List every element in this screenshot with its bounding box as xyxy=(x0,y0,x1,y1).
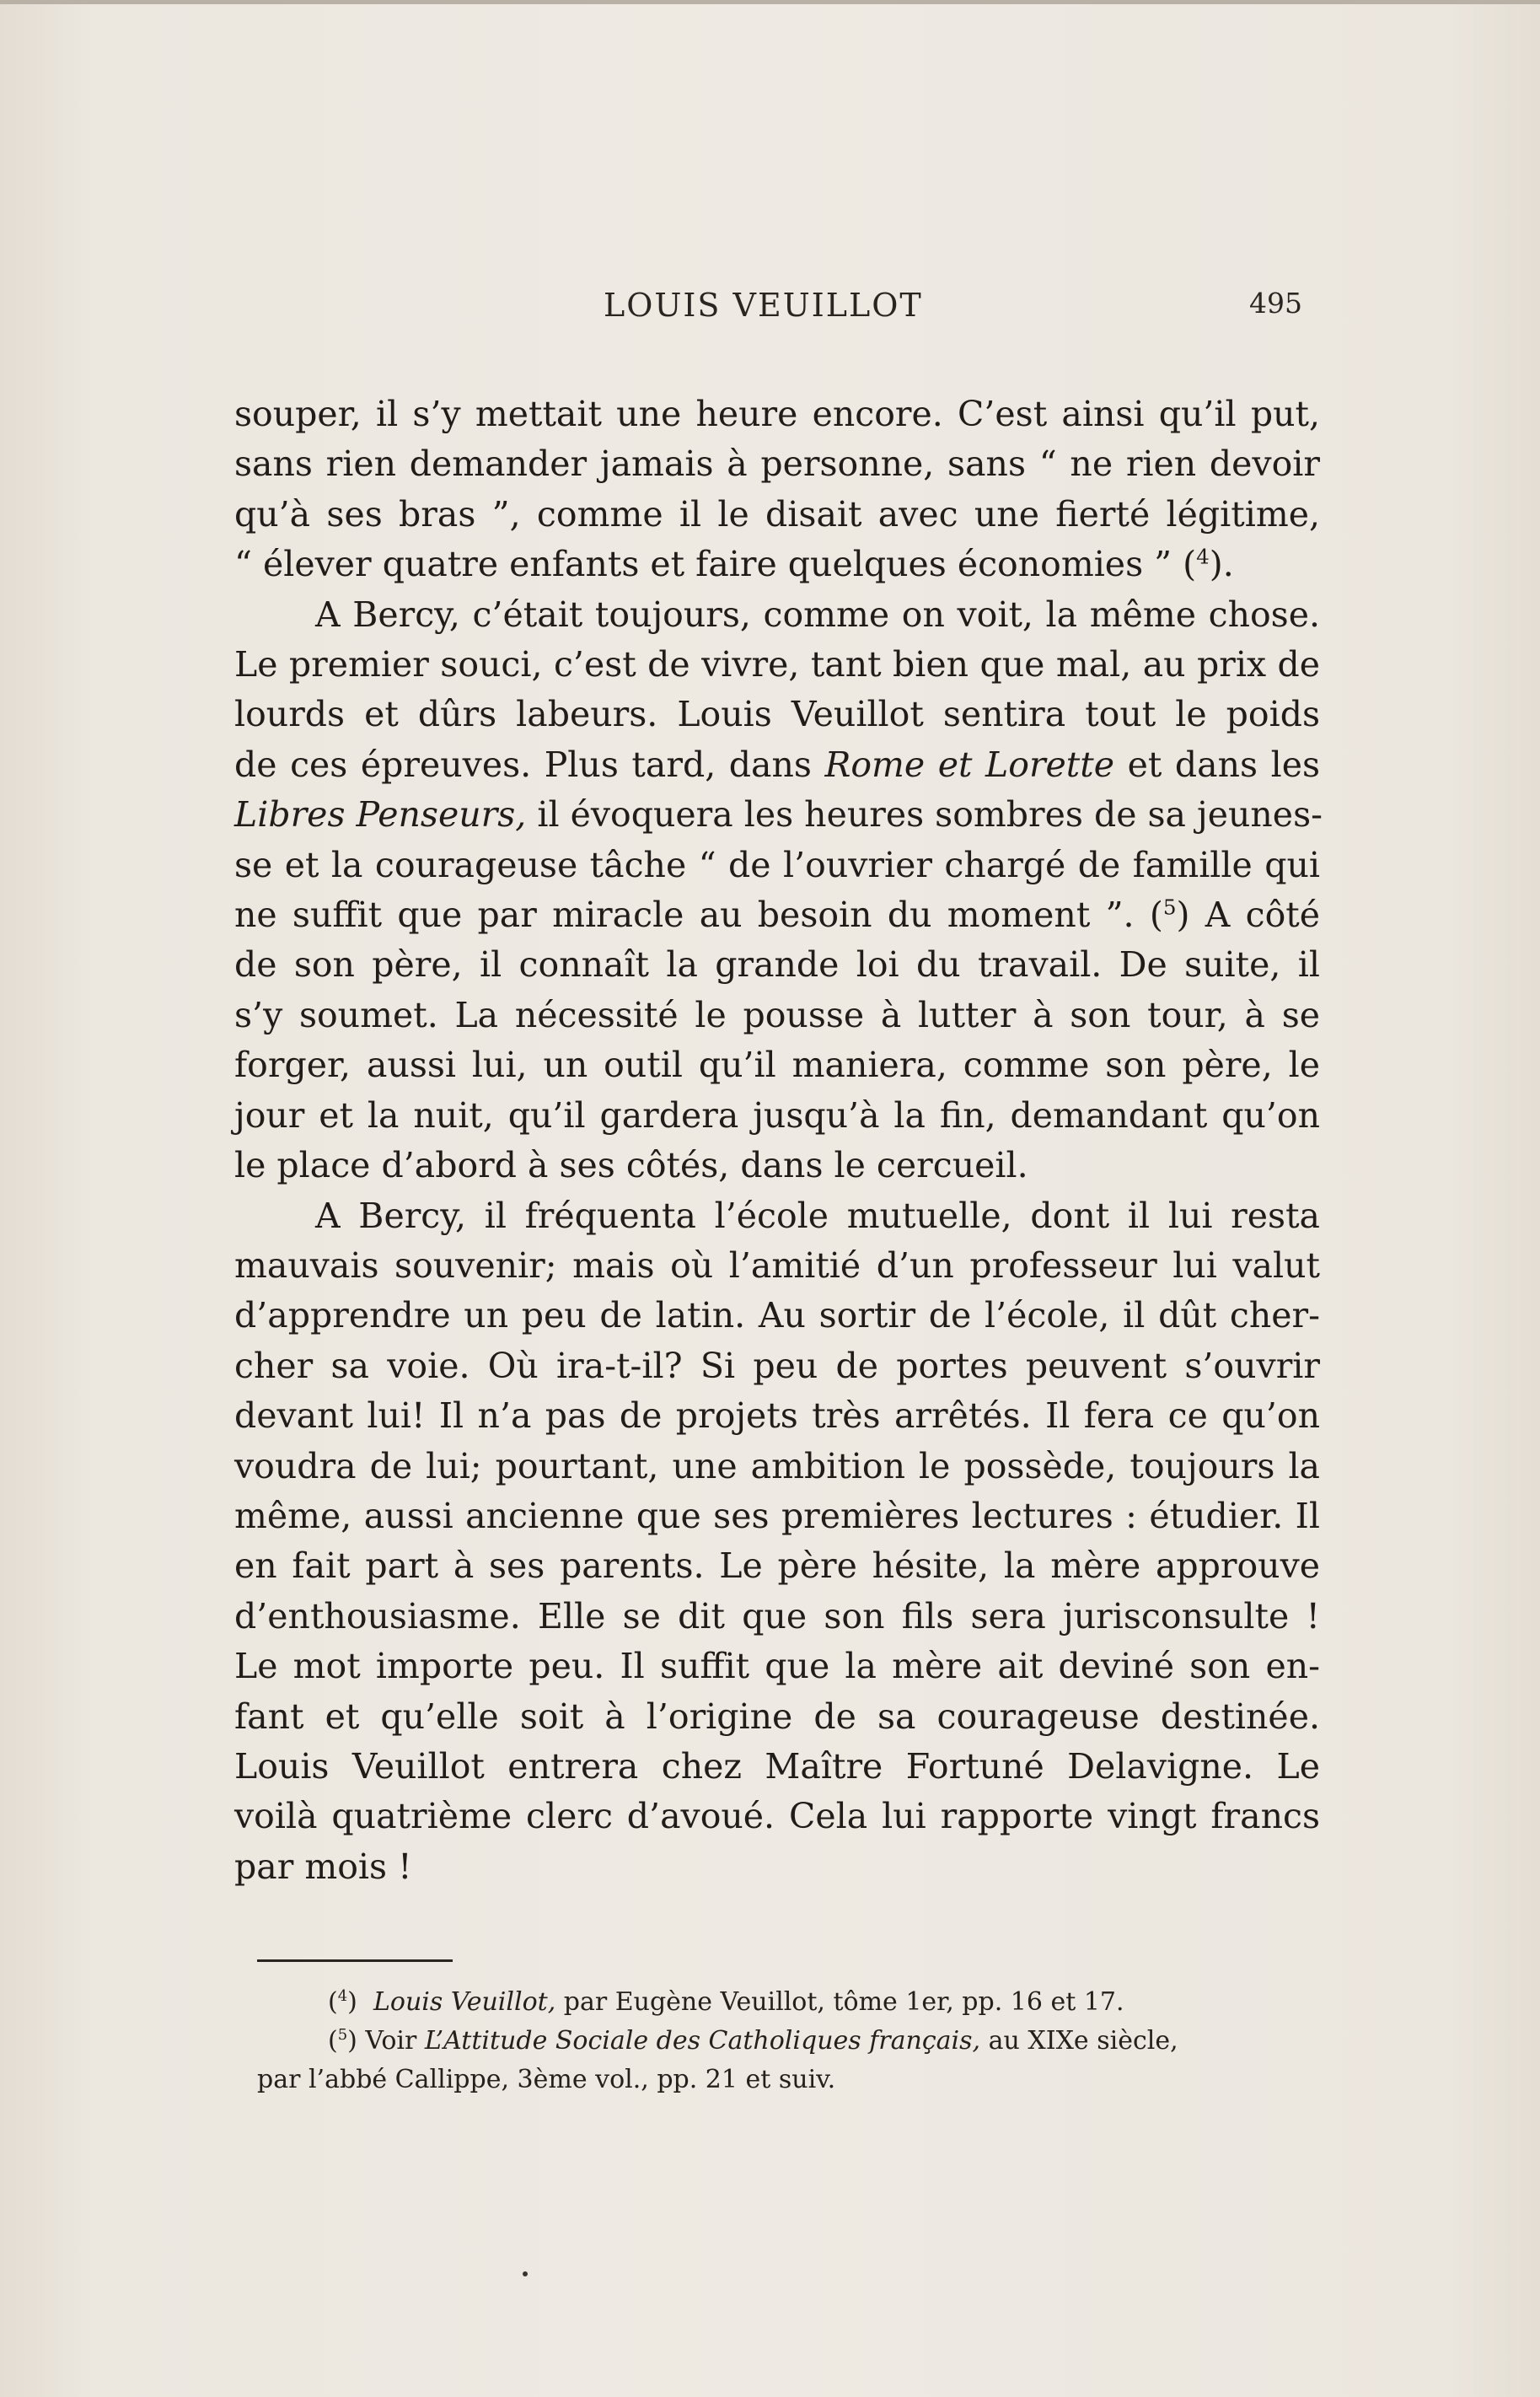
text-line: même, aussi ancienne que ses premières lectures : étudier. Il xyxy=(234,1495,1320,1536)
text-fragment: “ élever quatre enfants et faire quelques économies ” ( xyxy=(234,544,1197,585)
footnote-ref: 4 xyxy=(1196,544,1210,569)
footnote-number: 5 xyxy=(337,2026,348,2044)
footnote-rule xyxy=(257,1959,453,1962)
footnote-4 xyxy=(257,1983,1336,2022)
text-line xyxy=(234,540,1320,589)
italic-title: Rome et Lorette xyxy=(824,744,1115,785)
text-fragment: de ces épreuves. Plus tard, dans xyxy=(234,744,825,785)
text-line: voudra de lui; pourtant, une ambition le possède, toujours la xyxy=(234,1445,1320,1486)
text-line: sans rien demander jamais à personne, sans “ ne rien devoir xyxy=(234,443,1320,485)
text-fragment: ). xyxy=(1209,544,1234,585)
top-edge xyxy=(0,0,1540,4)
text-line: se et la courageuse tâche “ de l’ouvrier chargé de famille qui xyxy=(234,844,1320,885)
footnote-marker: ( xyxy=(328,1987,338,2017)
footnote-number: 4 xyxy=(337,1987,348,2005)
ink-speck xyxy=(523,2271,528,2276)
text-line: souper, il s’y mettait une heure encore. C’est ainsi qu’il put, xyxy=(234,394,1320,434)
text-line: jour et la nuit, qu’il gardera jusqu’à la fin, demandant qu’on xyxy=(234,1094,1320,1136)
text-fragment: ) A côté xyxy=(1176,895,1320,936)
footnote-5 xyxy=(257,2022,1336,2061)
text-line: en fait part à ses parents. Le père hésite, la mère approuve xyxy=(234,1545,1320,1587)
footnote-text: au XIXe siècle, xyxy=(980,2026,1178,2056)
footnote-text: par Eugène Veuillot, tôme 1er, pp. 16 et 17. xyxy=(555,1987,1124,2017)
text-line: mauvais souvenir; mais où l’amitié d’un professeur lui valut xyxy=(234,1244,1320,1286)
text-line: d’apprendre un peu de latin. Au sortir de l’école, il dût cher- xyxy=(234,1295,1320,1336)
footnote-text: Voir xyxy=(357,2026,425,2056)
footnotes xyxy=(257,1983,1336,2099)
footnote-title: L’Attitude Sociale des Catholiques français, xyxy=(424,2026,981,2056)
footnote-title: Louis Veuillot, xyxy=(373,1987,556,2017)
text-line: voilà quatrième clerc d’avoué. Cela lui rapporte vingt francs xyxy=(234,1796,1320,1837)
text-line xyxy=(234,790,1323,840)
text-fragment: et dans les xyxy=(1114,744,1320,785)
body-text xyxy=(234,390,1323,1892)
text-line xyxy=(234,740,1320,790)
text-line: fant et qu’elle soit à l’origine de sa courageuse destinée. xyxy=(234,1696,1320,1737)
footnote-marker: ) xyxy=(347,1987,357,2017)
text-line: d’enthousiasme. Elle se dit que son fils sera jurisconsulte ! xyxy=(234,1595,1320,1637)
footnote-marker: ( xyxy=(328,2026,338,2056)
page-number: 495 xyxy=(1249,287,1302,320)
text-line: lourds et dûrs labeurs. Louis Veuillot sentira tout le poids xyxy=(234,694,1320,735)
text-fragment: ne suffit que par miracle au besoin du moment ”. ( xyxy=(234,895,1163,936)
text-line: par mois ! xyxy=(234,1846,412,1887)
text-line: Le premier souci, c’est de vivre, tant bien que mal, au prix de xyxy=(234,644,1320,685)
text-line: le place d’abord à ses côtés, dans le cercueil. xyxy=(234,1145,1028,1186)
footnote-marker: ) xyxy=(347,2026,357,2056)
text-line: de son père, il connaît la grande loi du travail. De suite, il xyxy=(234,944,1320,986)
text-line: A Bercy, c’était toujours, comme on voit, la même chose. xyxy=(315,594,1320,635)
footnote-5-continuation: par l’abbé Callippe, 3ème vol., pp. 21 et suiv. xyxy=(257,2065,836,2094)
text-line: Louis Veuillot entrera chez Maître Fortuné Delavigne. Le xyxy=(234,1745,1320,1787)
running-head: LOUIS VEUILLOT xyxy=(604,287,923,324)
text-line: devant lui! Il n’a pas de projets très arrêtés. Il fera ce qu’on xyxy=(234,1395,1320,1437)
italic-title: Libres Penseurs, xyxy=(234,794,527,836)
text-line: cher sa voie. Où ira-t-il? Si peu de portes peuvent s’ouvrir xyxy=(234,1345,1320,1386)
text-fragment: il évoquera les heures sombres de sa jeunes- xyxy=(526,794,1323,836)
text-line xyxy=(234,890,1320,940)
text-line: forger, aussi lui, un outil qu’il maniera, comme son père, le xyxy=(234,1045,1320,1086)
text-line: Le mot importe peu. Il suffit que la mère ait deviné son en- xyxy=(234,1646,1320,1687)
text-line: s’y soumet. La nécessité le pousse à lutter à son tour, à se xyxy=(234,994,1320,1035)
text-line: A Bercy, il fréquenta l’école mutuelle, dont il lui resta xyxy=(315,1195,1320,1236)
footnote-ref: 5 xyxy=(1162,895,1177,920)
text-line: qu’à ses bras ”, comme il le disait avec une fierté légitime, xyxy=(234,493,1320,535)
